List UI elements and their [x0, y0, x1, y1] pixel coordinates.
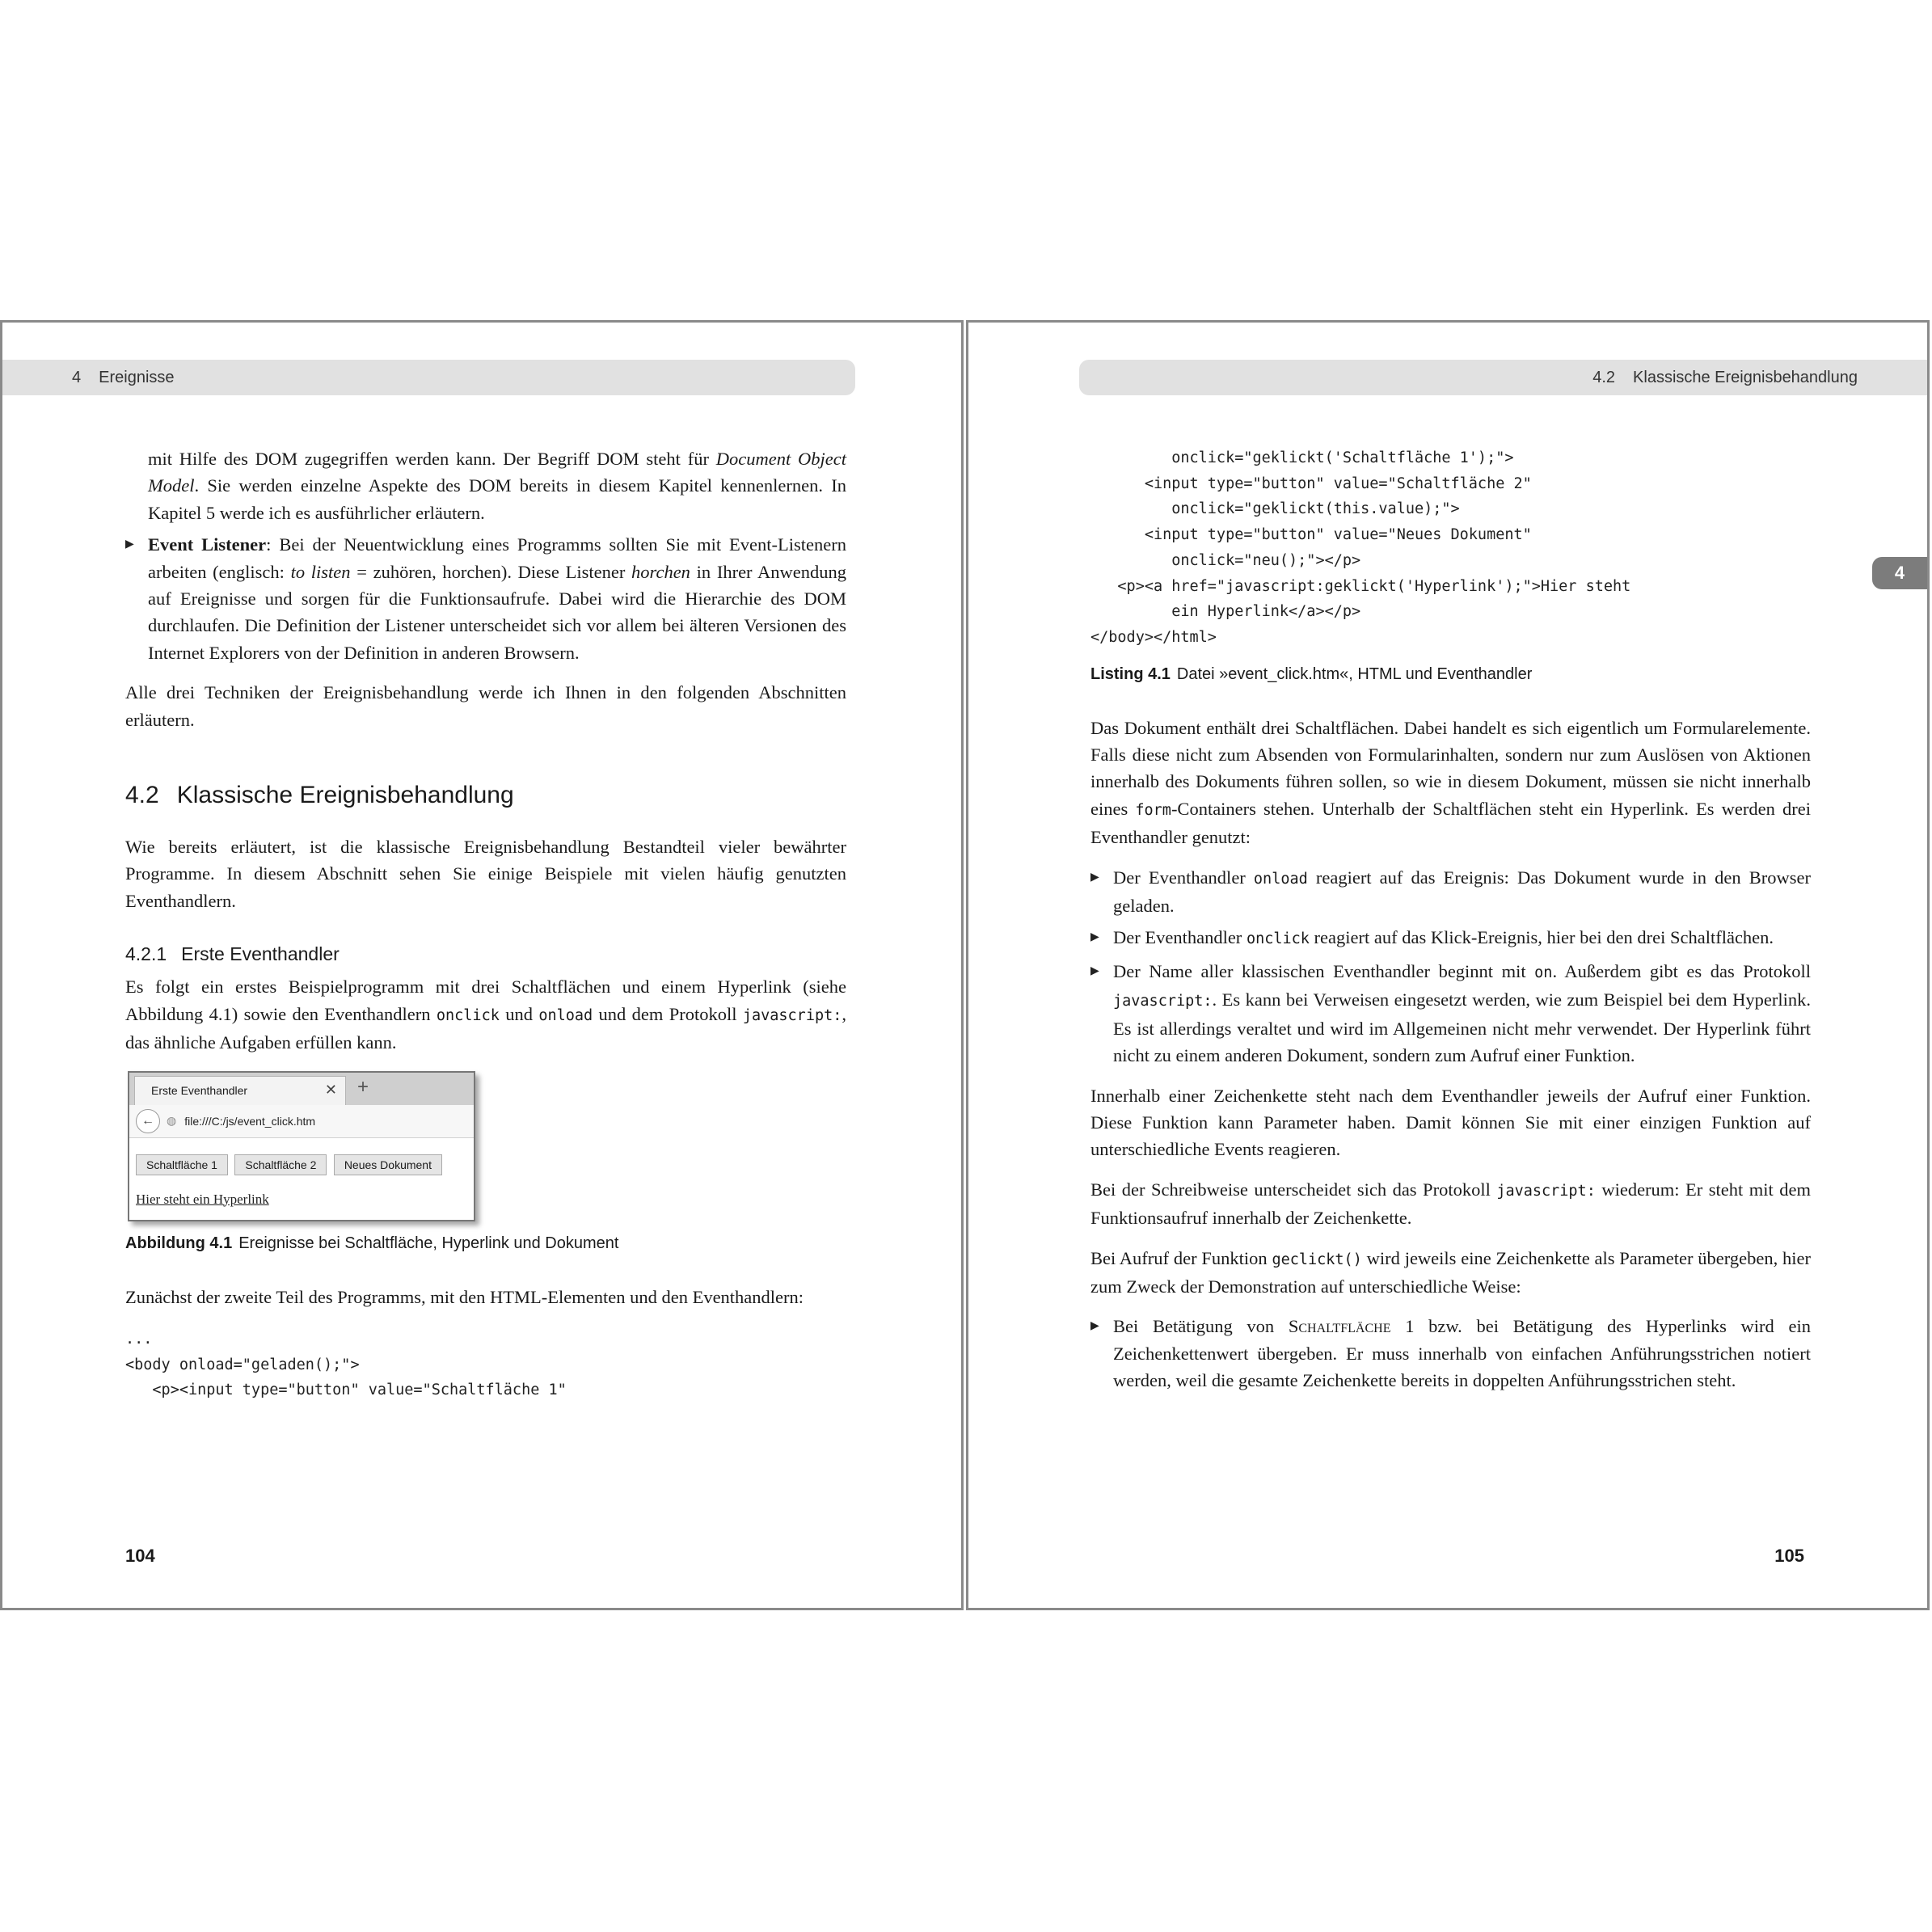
browser-content [129, 1138, 474, 1224]
section-title: Klassische Ereignisbehandlung [1633, 368, 1858, 386]
bullet-onload: ▶ Der Eventhandler onload reagiert auf das Ereignis: Das Dokument wurde in den Browser geladen. [1090, 864, 1811, 920]
bullet-event-listener: ▶ Event Listener: Bei der Neuentwicklung eines Programms sollten Sie mit Event-Listenern arbeiten (englisch: to listen = zuhören, horchen). Diese Listener horchen in Ihrer Anwendung auf Ereignisse und sorgen für die Funktionsaufrufe. Dabei wird die Hierarchie des DOM durchlaufen. Die Definition der Listener unterscheidet sich vor allem bei älteren Versionen des Internet Explorers von der Definition in anderen Browsern. [125, 531, 846, 666]
figure-caption: Abbildung 4.1 Ereignisse bei Schaltfläche, Hyperlink und Dokument [125, 1234, 619, 1252]
url-field[interactable]: file:///C:/js/event_click.htm [184, 1114, 316, 1128]
code-listing: onclick="geklickt('Schaltfläche 1');"> <input type="button" value="Schaltfläche 2" onclick="geklickt(this.value);"> <input type="button" value="Neues Dokument" onclick="neu();"></p> <p><a href="javascript:geklickt('Hyperlink');">Hier steht ein Hyperlink</a></p> </body></html> [1090, 449, 1631, 646]
section-number: 4.2 [1592, 368, 1616, 386]
back-arrow-icon[interactable]: ← [136, 1109, 160, 1133]
running-header [2, 360, 855, 395]
code-listing: ... <body onload="geladen();"> <p><input type="button" value="Schaltfläche 1" [125, 1330, 567, 1399]
paragraph: Zunächst der zweite Teil des Programms, mit den HTML-Elementen und den Eventhandlern: [125, 1286, 804, 1307]
bullet-list [1090, 864, 1811, 1069]
right-page [966, 320, 1930, 1610]
bullet-list [125, 445, 846, 666]
globe-icon: ◍ [167, 1114, 177, 1127]
subsection-heading: 4.2.1 Erste Eventhandler [125, 943, 340, 965]
chapter-title: Ereignisse [99, 368, 175, 386]
schaltflaeche-1-button[interactable]: Schaltfläche 1 [136, 1154, 228, 1175]
browser-screenshot [128, 1071, 475, 1221]
left-page [0, 320, 964, 1610]
bullet-continuation: mit Hilfe des DOM zugegriffen werden kann. Der Begriff DOM steht für Document Object Model. Sie werden einzelne Aspekte des DOM bereits in diesem Kapitel kennenlernen. In Kapitel 5 werde ich es ausführlicher erläutern. [148, 449, 846, 523]
paragraph: Es folgt ein erstes Beispielprogramm mit drei Schaltflächen und einem Hyperlink (siehe Abbildung 4.1) sowie den Eventhandlern onclick und onload und dem Protokoll javascript:, das ähnliche Aufgaben erfüllen kann. [125, 977, 847, 1053]
browser-tab-title: Erste Eventhandler [151, 1084, 248, 1097]
plus-icon[interactable]: + [357, 1075, 369, 1098]
paragraph: Wie bereits erläutert, ist die klassische Ereignisbehandlung Bestandteil vieler bewährter Programme. In diesem Abschnitt sehen Sie einige Beispiele mit vielen häufig genutzten Eventhandlern. [125, 837, 846, 911]
section-heading: 4.2 Klassische Ereignisbehandlung [125, 782, 514, 809]
hyperlink[interactable]: Hier steht ein Hyperlink [136, 1191, 269, 1207]
page-number: 105 [1774, 1546, 1804, 1566]
browser-tab[interactable] [134, 1076, 346, 1105]
close-icon[interactable]: ✕ [324, 1081, 337, 1098]
bullet-list [1090, 1313, 1811, 1394]
bullet-protocol: ▶ Der Name aller klassischen Eventhandler beginnt mit on. Außerdem gibt es das Protokoll javascript:. Es kann bei Verweisen eingesetzt werden, wie zum Beispiel bei dem Hyperlink. Es ist allerdings veraltet und wird im Allgemeinen nicht mehr verwendet. Der Hyperlink führt nicht zu einem anderen Dokument, sondern zum Aufruf einer Funktion. [1090, 958, 1811, 1069]
running-header [1079, 360, 1927, 395]
browser-tabbar [129, 1073, 474, 1105]
right-content [1090, 445, 1811, 1407]
address-bar [129, 1105, 474, 1138]
paragraph: Innerhalb einer Zeichenkette steht nach dem Eventhandler jeweils der Aufruf einer Funktion. Diese Funktion kann Parameter haben. Damit können Sie mit einer einzigen Funktion auf unterschiedliche Events reagieren. [1090, 1085, 1811, 1160]
paragraph: Das Dokument enthält drei Schaltflächen. Dabei handelt es sich eigentlich um Formularelemente. Falls diese nicht zum Absenden von Formularinhalten, sondern nur zum Auslösen von Aktionen innerhalb des Dokuments führen sollen, so wie in diesem Dokument, müssen sie nicht innerhalb eines form-Containers stehen. Unterhalb der Schaltflächen steht ein Hyperlink. Es werden drei Eventhandler genutzt: [1090, 717, 1811, 848]
paragraph: Alle drei Techniken der Ereignisbehandlung werde ich Ihnen in den folgenden Abschnitten erläutern. [125, 682, 846, 730]
chapter-number: 4 [72, 368, 82, 386]
schaltflaeche-2-button[interactable]: Schaltfläche 2 [234, 1154, 327, 1175]
paragraph: Bei der Schreibweise unterscheidet sich das Protokoll javascript: wiederum: Er steht mit dem Funktionsaufruf innerhalb der Zeichenkette. [1090, 1179, 1811, 1229]
listing-caption: Listing 4.1 Datei »event_click.htm«, HTML und Eventhandler [1090, 664, 1533, 683]
left-content [125, 445, 846, 1403]
bullet-onclick: ▶ Der Eventhandler onclick reagiert auf das Klick-Ereignis, hier bei den drei Schaltflächen. [1090, 924, 1811, 952]
paragraph: Bei Aufruf der Funktion geclickt() wird jeweils eine Zeichenkette als Parameter übergeben, hier zum Zweck der Demonstration auf unterschiedliche Weise: [1090, 1247, 1811, 1297]
neues-dokument-button[interactable]: Neues Dokument [334, 1154, 442, 1175]
page-number: 104 [125, 1546, 155, 1566]
chapter-thumb-tab: 4 [1872, 557, 1927, 589]
bullet-string-param: ▶ Bei Betätigung von Schaltfläche 1 bzw. bei Betätigung des Hyperlinks wird ein Zeichenkettenwert übergeben. Er muss innerhalb von einfachen Anführungsstrichen notiert werden, weil die gesamte Zeichenkette bereits in doppelten Anführungsstrichen steht. [1090, 1313, 1811, 1394]
